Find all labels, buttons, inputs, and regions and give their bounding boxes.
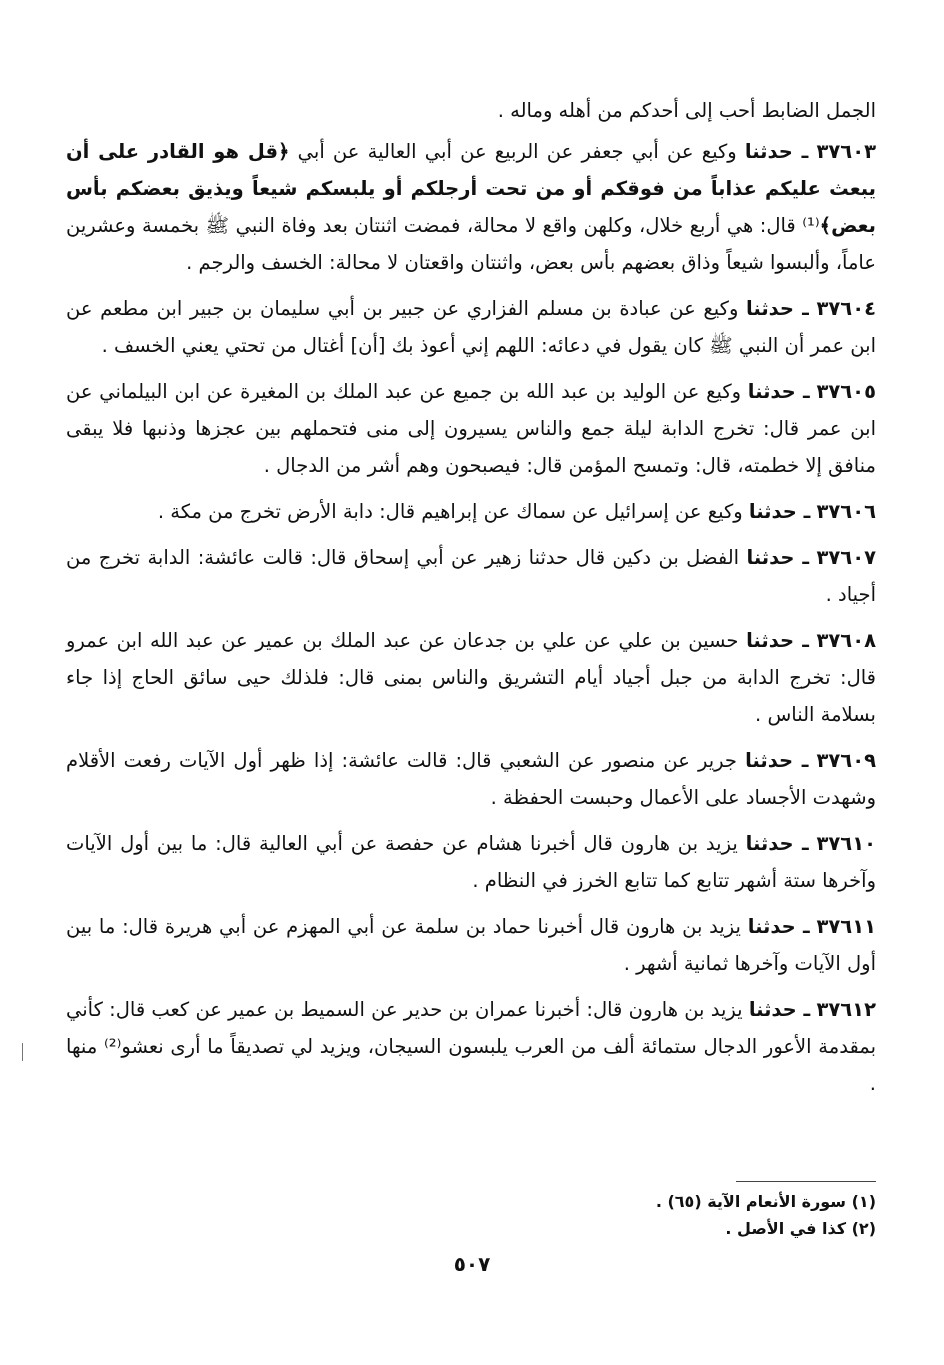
quran-verse: ﴿قل هو القادر على أن يبعث عليكم عذاباً من فوقكم أو من تحت أرجلكم أو يلبسكم شيعاً ويذيق بعضكم بأس بعض﴾: [66, 140, 876, 237]
hadith-number: ٣٧٦١٠: [816, 832, 876, 855]
footnote-separator: [736, 1181, 876, 1182]
hadith-text: وكيع عن أبي جعفر عن الربيع عن أبي العالية عن أبي: [297, 140, 737, 163]
hadith-lead: حدثنا: [744, 140, 793, 163]
hadith-number: ٣٧٦٠٩: [816, 749, 876, 772]
hadith-entry: ٣٧٦٠٤ ـ حدثنا وكيع عن عبادة بن مسلم الفزاري عن جبير بن أبي سليمان بن جبير ابن مطعم عن ابن عمر أن النبي ﷺ كان يقول في دعائه: اللهم إني أعوذ بك [أن] أغتال من تحتي يعني الخسف .: [66, 297, 876, 357]
footnote-1: (١) سورة الأنعام الآية (٦٥) .: [655, 1192, 876, 1211]
hadith-lead: حدثنا: [747, 915, 796, 938]
hadith-entry: ٣٧٦٠٨ ـ حدثنا حسين بن علي عن علي بن جدعان عن عبد الملك بن عمير عن عبد الله ابن عمرو قال: تخرج الدابة من جبل أجياد أيام التشريق والناس بمنى قال: فلذلك حيى سائق الحاج إذا جاء بسلامة الناس .: [66, 629, 877, 726]
page-number: ٥٠٧: [453, 1252, 491, 1276]
hadith-lead: حدثنا: [745, 832, 794, 855]
hadith-text: وكيع عن الوليد بن عبد الله بن جميع عن عبد الملك بن المغيرة عن ابن البيلماني عن ابن عمر قال: تخرج الدابة ليلة جمع والناس يسيرون إلى منى فتحملهم بين عجزها وذنبها فلا يبقى منافق إلا خطمته، قال: وتمسح المؤمن قال: فيصبحون وهم أشر من الدجال .: [66, 380, 876, 477]
hadith-text: وكيع عن عبادة بن مسلم الفزاري عن جبير بن أبي سليمان بن جبير ابن مطعم عن ابن عمر أن النبي ﷺ كان يقول في دعائه: اللهم إني أعوذ بك [أن] أغتال من تحتي يعني الخسف .: [66, 297, 876, 357]
hadith-text: يزيد بن هارون قال أخبرنا حماد بن سلمة عن أبي المهزم عن أبي هريرة قال: ما بين أول الآيات وآخرها ثمانية أشهر .: [66, 915, 876, 975]
hadith-entry: ٣٧٦٠٦ ـ حدثنا وكيع عن إسرائيل عن سماك عن إبراهيم قال: دابة الأرض تخرج من مكة .: [157, 500, 876, 523]
hadith-entry: ٣٧٦١٢ ـ حدثنا يزيد بن هارون قال: أخبرنا عمران بن حدير عن السميط بن عمير عن كعب قال: كأني بمقدمة الأعور الدجال ستمائة ألف من العرب يلبسون السيجان، ويزيد لي تصديقاً ما أرى نعشو⁽²⁾ منها .: [66, 998, 877, 1095]
page-body: [66, 92, 876, 1111]
hadith-number: ٣٧٦٠٧: [816, 546, 876, 569]
hadith-lead: حدثنا: [748, 500, 797, 523]
hadith-number: ٣٧٦٠٦: [816, 500, 876, 523]
hadith-lead: حدثنا: [747, 380, 796, 403]
hadith-entry: ٣٧٦٠٥ ـ حدثنا وكيع عن الوليد بن عبد الله بن جميع عن عبد الملك بن المغيرة عن ابن البيلماني عن ابن عمر قال: تخرج الدابة ليلة جمع والناس يسيرون إلى منى فتحملهم بين عجزها وذنبها فلا يبقى منافق إلا خطمته، قال: وتمسح المؤمن قال: فيصبحون وهم أشر من الدجال .: [66, 380, 876, 477]
hadith-number: ٣٧٦١٢: [816, 998, 876, 1021]
hadith-lead: حدثنا: [748, 998, 797, 1021]
footnotes: [66, 1188, 876, 1242]
hadith-entry: ٣٧٦١١ ـ حدثنا يزيد بن هارون قال أخبرنا حماد بن سلمة عن أبي المهزم عن أبي هريرة قال: ما بين أول الآيات وآخرها ثمانية أشهر .: [66, 915, 876, 975]
hadith-lead: حدثنا: [745, 749, 794, 772]
margin-mark: [22, 1043, 23, 1061]
hadith-number: ٣٧٦٠٤: [816, 297, 876, 320]
hadith-text: جرير عن منصور عن الشعبي قال: قالت عائشة: إذا ظهر أول الآيات رفعت الأقلام وشهدت الأجساد على الأعمال وحبست الحفظة .: [66, 749, 876, 809]
opening-line: الجمل الضابط أحب إلى أحدكم من أهله وماله .: [497, 99, 876, 122]
hadith-text: الفضل بن دكين قال حدثنا زهير عن أبي إسحاق قال: قالت عائشة: الدابة تخرج من أجياد .: [66, 546, 876, 606]
hadith-text: يزيد بن هارون قال أخبرنا هشام عن حفصة عن أبي العالية قال: ما بين أول الآيات وآخرها ستة أشهر تتابع كما تتابع الخرز في النظام .: [66, 832, 876, 892]
hadith-entry: ٣٧٦٠٣ ـ حدثنا وكيع عن أبي جعفر عن الربيع عن أبي العالية عن أبي ﴿قل هو القادر على أن يبعث عليكم عذاباً من فوقكم أو من تحت أرجلكم أو يلبسكم شيعاً ويذيق بعضكم بأس بعض﴾⁽¹⁾ قال: هي أربع خلال، وكلهن واقع لا محالة، فمضت اثنتان بعد وفاة النبي ﷺ بخمسة وعشرين عاماً، وألبسوا شيعاً وذاق بعضهم بأس بعض، واثنتان واقعتان لا محالة: الخسف والرجم .: [66, 140, 876, 274]
hadith-text: يزيد بن هارون قال: أخبرنا عمران بن حدير عن السميط بن عمير عن كعب قال: كأني بمقدمة الأعور الدجال ستمائة ألف من العرب يلبسون السيجان، ويزيد لي تصديقاً ما أرى نعشو⁽²⁾ منها .: [66, 998, 877, 1095]
hadith-entry: ٣٧٦١٠ ـ حدثنا يزيد بن هارون قال أخبرنا هشام عن حفصة عن أبي العالية قال: ما بين أول الآيات وآخرها ستة أشهر تتابع كما تتابع الخرز في النظام .: [66, 832, 876, 892]
hadith-entry: ٣٧٦٠٩ ـ حدثنا جرير عن منصور عن الشعبي قال: قالت عائشة: إذا ظهر أول الآيات رفعت الأقلام وشهدت الأجساد على الأعمال وحبست الحفظة .: [66, 749, 876, 809]
hadith-lead: حدثنا: [746, 629, 795, 652]
hadith-number: ٣٧٦١١: [816, 915, 876, 938]
hadith-number: ٣٧٦٠٥: [816, 380, 876, 403]
hadith-number: ٣٧٦٠٨: [816, 629, 877, 652]
hadith-lead: حدثنا: [746, 297, 794, 320]
hadith-text-rest: ⁽¹⁾ قال: هي أربع خلال، وكلهن واقع لا محالة، فمضت اثنتان بعد وفاة النبي ﷺ بخمسة وعشرين عاماً، وألبسوا شيعاً وذاق بعضهم بأس بعض، واثنتان واقعتان لا محالة: الخسف والرجم .: [66, 214, 876, 274]
hadith-entry: ٣٧٦٠٧ ـ حدثنا الفضل بن دكين قال حدثنا زهير عن أبي إسحاق قال: قالت عائشة: الدابة تخرج من أجياد .: [66, 546, 876, 606]
hadith-number: ٣٧٦٠٣: [816, 140, 876, 163]
footnote-2: (٢) كذا في الأصل .: [725, 1219, 876, 1238]
hadith-text: وكيع عن إسرائيل عن سماك عن إبراهيم قال: دابة الأرض تخرج من مكة .: [157, 500, 743, 523]
hadith-text: حسين بن علي عن علي بن جدعان عن عبد الملك بن عمير عن عبد الله ابن عمرو قال: تخرج الدابة من جبل أجياد أيام التشريق والناس بمنى قال: فلذلك حيى سائق الحاج إذا جاء بسلامة الناس .: [66, 629, 876, 726]
hadith-lead: حدثنا: [746, 546, 795, 569]
